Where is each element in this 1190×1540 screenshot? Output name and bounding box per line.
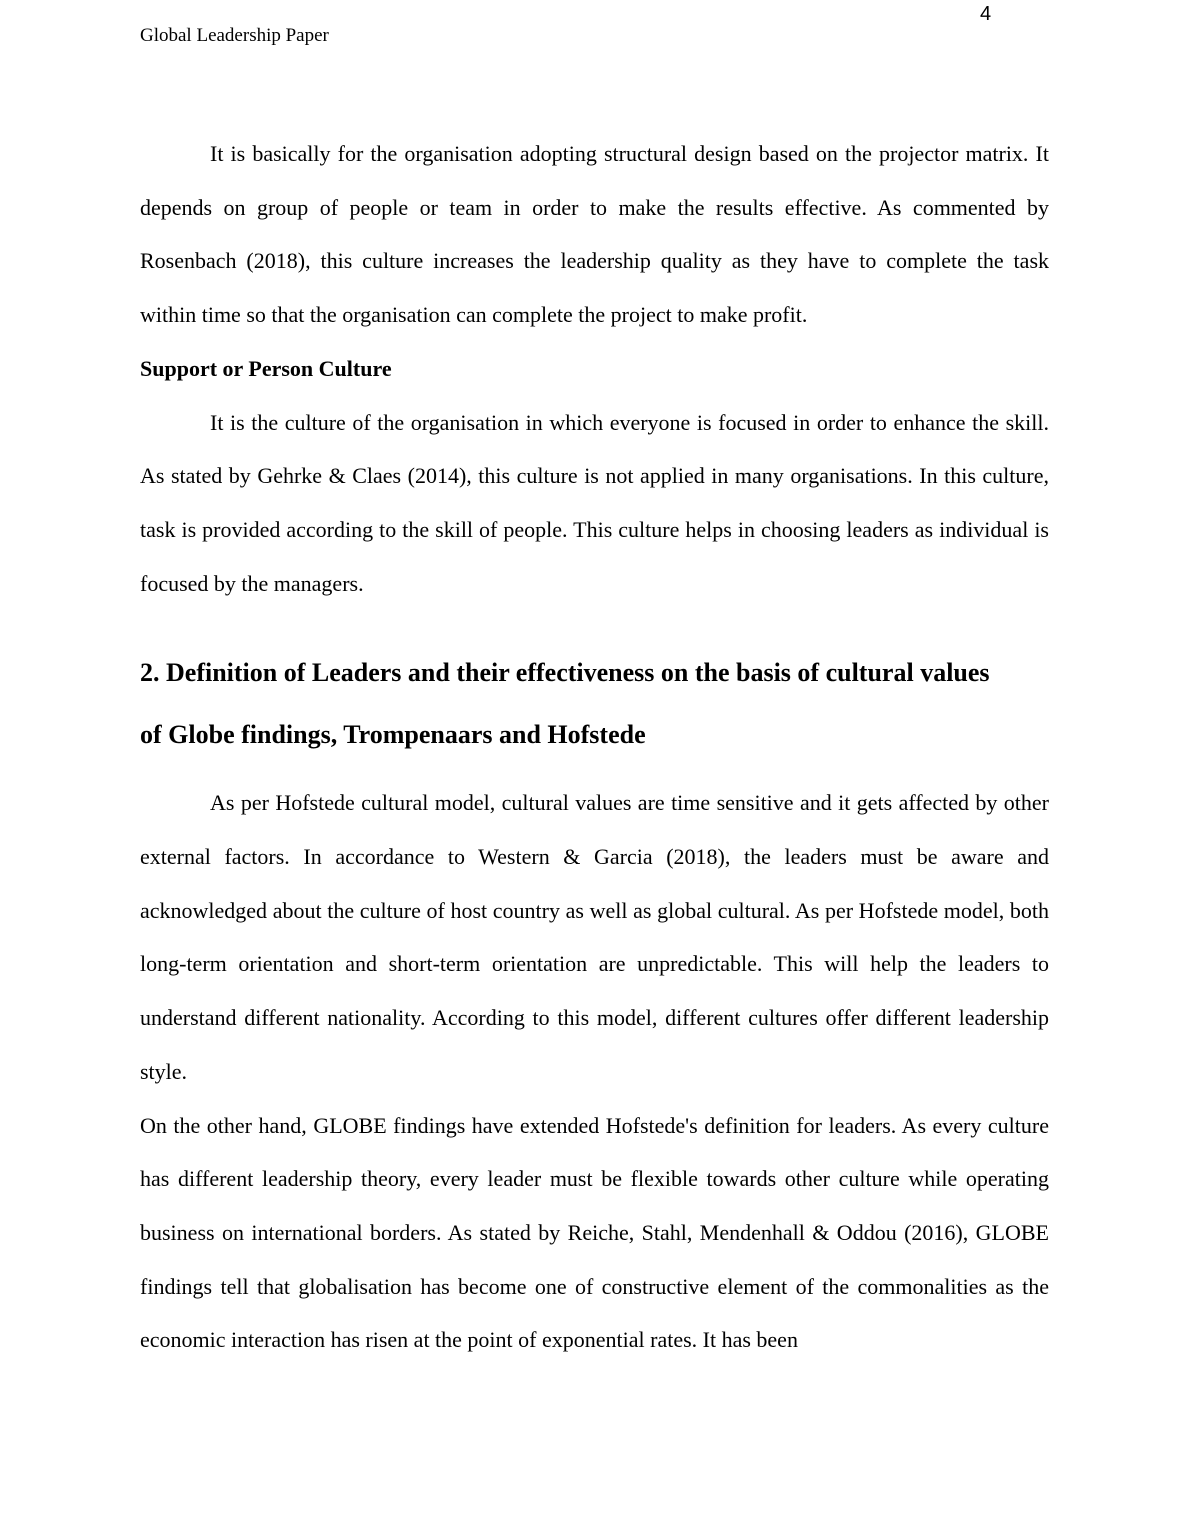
section-heading-line-1: 2. Definition of Leaders and their effectiveness on the basis of cultural values: [140, 658, 990, 688]
paragraph-hofstede-model: As per Hofstede cultural model, cultural values are time sensitive and it gets affected by other external factors. In accordance to Western & Garcia (2018), the leaders must be aware and acknowledged about the culture of host country as well as global cultural. As per Hofstede model, both long-term orientation and short-term orientation are unpredictable. This will help the leaders to understand different nationality. According to this model, different cultures offer different leadership style.: [140, 790, 1049, 1084]
subheading-support-person-culture: Support or Person Culture: [140, 355, 392, 381]
page-number: 4: [980, 3, 992, 25]
document-body: [140, 127, 1049, 1367]
section-heading-definition-of-leaders: [140, 642, 1049, 766]
spacer: [140, 766, 1049, 776]
paragraph-task-culture: It is basically for the organisation adopting structural design based on the projector matrix. It depends on group of people or team in order to make the results effective. As commented by Rosenbach (2018), this culture increases the leadership quality as they have to complete the task within time so that the organisation can complete the project to make profit.: [140, 141, 1049, 328]
paragraph-globe-findings: On the other hand, GLOBE findings have extended Hofstede's definition for leaders. As every culture has different leadership theory, every leader must be flexible towards other culture while operating business on international borders. As stated by Reiche, Stahl, Mendenhall & Oddou (2016), GLOBE findings tell that globalisation has become one of constructive element of the commonalities as the economic interaction has risen at the point of exponential rates. It has been: [140, 1112, 1049, 1353]
running-head: Global Leadership Paper: [140, 25, 329, 46]
paragraph-support-culture: It is the culture of the organisation in which everyone is focused in order to enhance the skill. As stated by Gehrke & Claes (2014), this culture is not applied in many organisations. In this culture, task is provided according to the skill of people. This culture helps in choosing leaders as individual is focused by the managers.: [140, 409, 1049, 596]
spacer: [140, 610, 1049, 642]
section-heading-line-2: of Globe findings, Trompenaars and Hofstede: [140, 720, 646, 750]
